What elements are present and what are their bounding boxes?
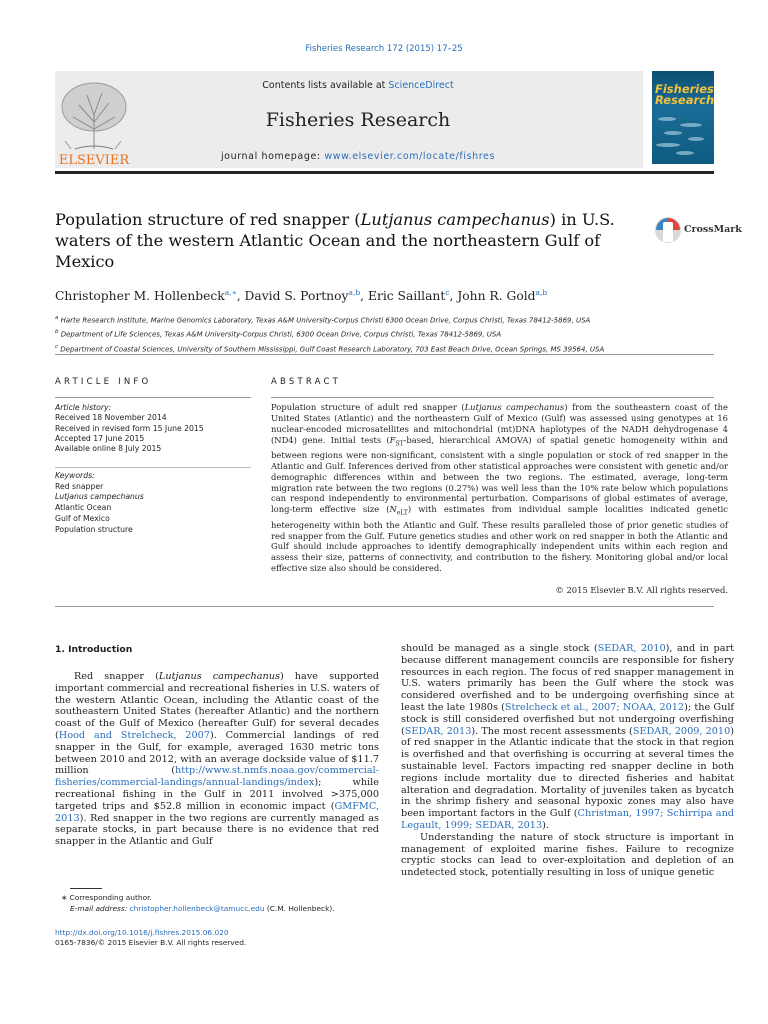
issn-copyright: 0165-7836/© 2015 Elsevier B.V. All rights reserved.: [55, 938, 247, 947]
author-1-affil[interactable]: a,∗: [224, 288, 237, 297]
abstract-text: Population structure of adult red snapper (Lutjanus campechanus) from the southeastern coast of the United States (Atlantic) and the northeastern Gulf of Mexico (Gulf) was assessed using genotypes at 16 nuclear-encoded microsatellites and mitochondrial (mt)DNA haplotypes of the NADH dehydrogenase 4 (ND4) gene. Initial tests ($F_{ST}$-based, hierarchical AMOVA) of spatial genetic homogeneity within and between regions were non-significant, consistent with a single population or stock of red snapper in the Atlantic and Gulf. Inferences derived from other statistical approaches were consistent with genetic and/or demographic differences within and between the two regions. The estimated, average, long-term migration rate between the two regions (0.27%) was well less than the 10% rate below which populations can respond independently to environmental perturbation. Comparisons of global estimates of average, long-term effective size $(N_{eLT})$ with estimates from individual sample localities indicated genetic heterogeneity within both the Atlantic and Gulf. These results paralleled those of prior genetic studies of red snapper from the Gulf. Future genetics studies and other work on red snapper in both the Atlantic and Gulf should include approaches to identify demographically independent units within each region and assess their size, patterns of connectivity, and contribution to the fishery. Monitoring global and/or local effective size also should be considered.: [271, 402, 729, 574]
article-info-heading: ARTICLE INFO: [55, 377, 152, 387]
keywords-label: Keywords:: [55, 471, 95, 480]
body-column-left: Red snapper (Lutjanus campechanus) have supported important commercial and recreational fisheries in U.S. waters of the western Atlantic Ocean, including the Atlantic coast of the southeastern United States (hereafter Atlantic) and the northern coast of the Gulf of Mexico (hereafter Gulf) for several decades (Hood and Strelcheck, 2007). Commercial landings of red snapper in the Gulf, for example, averaged 1630 metric tons between 2010 and 2012, with an average dockside value of $11.7 million (http://www.st.nmfs.noaa.gov/commercial-fisheries/commercial-landings/annual-landings/index); while recreational fishing in the Gulf in 2011 involved >375,000 targeted trips and $52.8 million in economic impact (GMFMC, 2013). Red snapper in the two regions are currently managed as separate stocks, in part because there is no evidence that red snapper in the Atlantic and Gulf: [55, 671, 379, 848]
article-info-rule: [55, 397, 251, 398]
doi-block: [55, 928, 385, 948]
crossmark-icon: [653, 215, 683, 245]
history-item: Accepted 17 June 2015: [55, 433, 145, 443]
affiliation-a: $^a$ Harte Research Institute, Marine Genomics Laboratory, Texas A&M University-Corpus Christi 6300 Ocean Drive, Corpus Christi, Texas 78412-5869, USA: [55, 315, 591, 325]
section-heading-introduction: 1. Introduction: [55, 644, 133, 655]
title-part-2: ) in U.S. waters of the western Atlantic Ocean and the northeastern Gulf of Mexico: [55, 210, 615, 271]
sciencedirect-link[interactable]: ScienceDirect: [388, 80, 454, 91]
author-list: [55, 288, 715, 303]
keyword-item: Population structure: [55, 524, 133, 534]
header-rule: [55, 171, 714, 174]
history-rule: [55, 467, 251, 468]
author-4[interactable]: John R. Gold$^{a,b}$: [457, 288, 548, 304]
citation-link[interactable]: Christman, 1997; Schirripa and Legault, 1999; SEDAR, 2013: [401, 808, 735, 831]
url-link[interactable]: http://www.st.nmfs.noaa.gov/commercial-fisheries/commercial-landings/annual-landings/index: [55, 765, 379, 789]
author-3[interactable]: Eric Saillant$^c$,: [367, 288, 458, 304]
citation-link[interactable]: SEDAR, 2013: [404, 725, 472, 737]
elsevier-tree-icon: [55, 77, 133, 167]
cover-title-line-1: Fisheries: [655, 82, 714, 96]
abstract-bottom-rule: [55, 606, 714, 607]
cover-title: [655, 84, 713, 106]
crossmark-label: CrossMark: [684, 224, 742, 235]
history-item: Received in revised form 15 June 2015: [55, 423, 204, 433]
paragraph: Understanding the nature of stock structure is important in management of exploited marine fishes. Failure to recognize cryptic stocks can lead to over-exploitation and depletion of an undetected stock, potentially resulting in loss of unique genetic: [401, 831, 734, 879]
body-column-right: [401, 643, 734, 879]
elsevier-logo: [55, 77, 133, 167]
title-part-1: Population structure of red snapper (: [55, 210, 361, 229]
abstract-rule: [271, 397, 714, 398]
citation-link[interactable]: Hood and Strelcheck, 2007: [58, 729, 210, 741]
keywords: [55, 471, 255, 535]
abstract-heading: ABSTRACT: [271, 377, 342, 387]
doi-link[interactable]: http://dx.doi.org/10.1016/j.fishres.2015.06.020: [55, 928, 229, 937]
author-3-affil[interactable]: c: [445, 288, 450, 297]
affiliation-c: $^c$ Department of Coastal Sciences, University of Southern Mississippi, Gulf Coast Research Laboratory, 703 East Beach Drive, Ocean Springs, MS 39564, USA: [55, 343, 605, 353]
corresponding-note: ∗ Corresponding author.: [61, 893, 152, 902]
email-link[interactable]: christopher.hollenbeck@tamucc.edu: [129, 903, 265, 913]
history-label: Article history:: [55, 403, 112, 412]
article-history: [55, 403, 255, 454]
keyword-item: Lutjanus campechanus: [55, 492, 144, 502]
citation-link[interactable]: SEDAR, 2009, 2010: [632, 725, 731, 737]
history-item: Received 18 November 2014: [55, 413, 167, 423]
contents-line: [140, 80, 576, 91]
paragraph: should be managed as a single stock (SEDAR, 2010), and in part because different management councils are responsible for fishery resources in each region. The focus of red snapper management in U.S. waters primarily has been the Gulf where the stock was considered overfished and to be undergoing overfishing since at least the late 1980s (Strelcheck et al., 2007; NOAA, 2012); the Gulf stock is still considered overfished but not undergoing overfishing (SEDAR, 2013). The most recent assessments (SEDAR, 2009, 2010) of red snapper in the Atlantic indicate that the stock in that region is overfished and that overfishing is occurring at several times the sustainable level. Factors impacting red snapper decline in both regions include mortality due to directed fisheries and habitat alteration and degradation. Mortality of juveniles taken as bycatch in the shrimp fishery and seasonal hypoxic zones may also have been important factors in the Gulf (Christman, 1997; Schirripa and Legault, 1999; SEDAR, 2013).: [401, 643, 735, 831]
abstract-copyright: © 2015 Elsevier B.V. All rights reserved.: [555, 585, 728, 595]
keyword-item: Atlantic Ocean: [55, 503, 112, 513]
title-rule: [55, 354, 714, 355]
homepage-prefix: journal homepage:: [220, 151, 325, 162]
citation-link[interactable]: Strelcheck et al., 2007; NOAA, 2012: [504, 701, 685, 713]
keyword-item: Red snapper: [55, 481, 104, 491]
crossmark-badge[interactable]: [653, 215, 742, 245]
journal-title: Fisheries Research: [265, 109, 451, 131]
footnote-rule: [70, 888, 102, 889]
journal-reference[interactable]: Fisheries Research 172 (2015) 17–25: [305, 44, 463, 54]
article-title: [55, 209, 633, 272]
citation-link[interactable]: GMFMC, 2013: [55, 800, 379, 824]
email-note: E-mail address: christopher.hollenbeck@tamucc.edu (C.M. Hollenbeck).: [70, 903, 335, 913]
citation-link[interactable]: SEDAR, 2010: [597, 643, 666, 654]
corresponding-author-footnote: [55, 893, 385, 914]
affiliation-b: $^b$ Department of Life Sciences, Texas A&M University-Corpus Christi, 6300 Ocean Drive, Corpus Christi, Texas 78412-5869, USA: [55, 329, 502, 339]
journal-cover[interactable]: [652, 71, 714, 164]
author-2-affil[interactable]: a,b: [348, 288, 361, 297]
cover-title-line-2: Research: [655, 93, 714, 107]
author-4-affil[interactable]: a,b: [535, 288, 548, 297]
keyword-item: Gulf of Mexico: [55, 513, 110, 523]
history-item: Available online 8 July 2015: [55, 444, 162, 454]
affiliations: [55, 312, 715, 355]
publisher-name: ELSEVIER: [58, 153, 130, 167]
journal-homepage: [140, 151, 576, 162]
author-2[interactable]: David S. Portnoy$^{a,b}$,: [244, 288, 368, 304]
title-species: Lutjanus campechanus: [360, 210, 550, 229]
contents-prefix: Contents lists available at: [262, 80, 389, 91]
homepage-link[interactable]: www.elsevier.com/locate/fishres: [324, 151, 496, 162]
author-1[interactable]: Christopher M. Hollenbeck$^{a,∗}$,: [55, 288, 245, 304]
